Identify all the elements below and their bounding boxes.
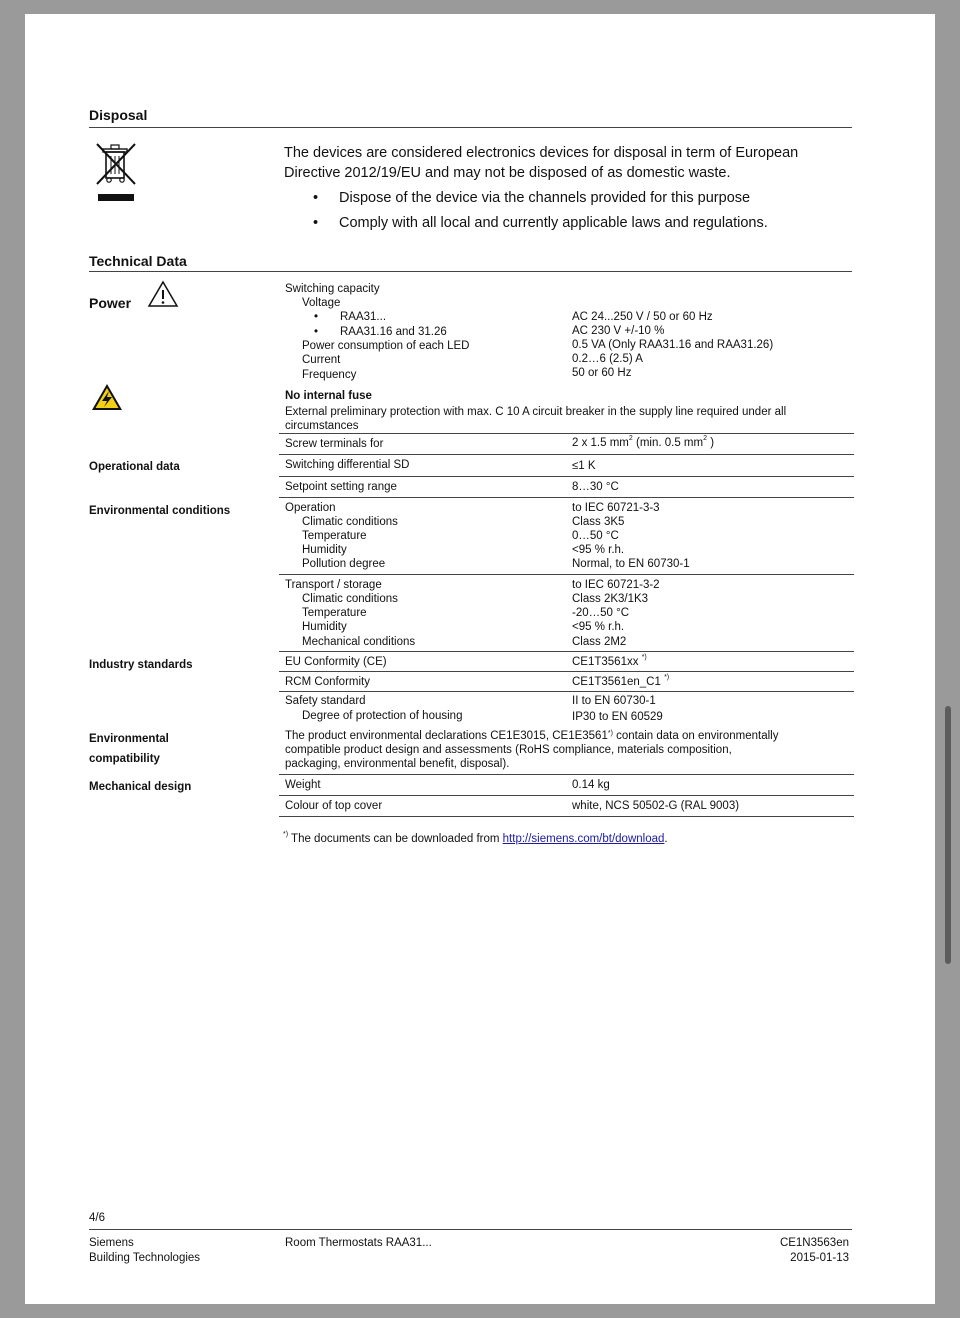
t-humidity-label: Humidity	[302, 621, 347, 633]
fuse-title: No internal fuse	[285, 390, 372, 402]
frequency-value: 50 or 60 Hz	[572, 367, 632, 379]
envcompat-text: The product environmental declarations CE1E3015, CE1E3561*) contain data on environmentally compatible product design and assessments (RoHS compliance, materials composition, packaging, environmental benefit, disposal).	[285, 730, 779, 770]
protection-value: IP30 to EN 60529	[572, 711, 663, 723]
climatic-value: Class 3K5	[572, 516, 625, 528]
sd-value: ≤1 K	[572, 460, 596, 472]
fuse-text: External preliminary protection with max. C 10 A circuit breaker in the supply line required under all circumstances	[285, 406, 787, 432]
protection-label: Degree of protection of housing	[302, 710, 463, 722]
document-page	[25, 14, 935, 1304]
pollution-value: Normal, to EN 60730-1	[572, 558, 690, 570]
rule-eu	[279, 671, 854, 672]
envcompat-label-2: compatibility	[89, 753, 160, 765]
t-temperature-value: -20…50 °C	[572, 607, 630, 619]
pollution-label: Pollution degree	[302, 558, 386, 570]
rcm-label: RCM Conformity	[285, 676, 370, 688]
disposal-bullet-1: • Dispose of the device via the channels provided for this purpose	[339, 188, 750, 208]
weight-value: 0.14 kg	[572, 779, 610, 791]
footer-company: Siemens	[89, 1237, 134, 1249]
operation-label: Operation	[285, 502, 336, 514]
weight-label: Weight	[285, 779, 321, 791]
download-link[interactable]: http://siemens.com/bt/download	[502, 833, 665, 845]
disposal-title: Disposal	[89, 107, 148, 123]
frequency-label: Frequency	[302, 369, 357, 381]
disposal-rule	[89, 127, 852, 128]
colour-value: white, NCS 50502-G (RAL 9003)	[572, 800, 740, 812]
led-label: Power consumption of each LED	[302, 340, 470, 352]
footer-doc-number: CE1N3563en	[779, 1237, 849, 1249]
t-climatic-value: Class 2K3/1K3	[572, 593, 649, 605]
current-label: Current	[302, 354, 341, 366]
technical-rule	[89, 271, 852, 272]
eu-label: EU Conformity (CE)	[285, 656, 387, 668]
setpoint-value: 8…30 °C	[572, 481, 619, 493]
led-value: 0.5 VA (Only RAA31.16 and RAA31.26)	[572, 339, 774, 351]
rule-fuse	[279, 433, 854, 434]
rule-sd	[279, 476, 854, 477]
footnote: *) The documents can be downloaded from http://siemens.com/bt/download.	[283, 831, 668, 845]
footer-rule	[89, 1229, 852, 1230]
rule-envcompat	[279, 774, 854, 775]
mechanical-label: Mechanical conditions	[302, 636, 416, 648]
mechanical-value: Class 2M2	[572, 636, 627, 648]
page-number: 4/6	[89, 1212, 105, 1224]
temperature-value: 0…50 °C	[572, 530, 619, 542]
operational-label: Operational data	[89, 461, 180, 473]
rule-colour	[279, 816, 854, 817]
disposal-bullet-2: • Comply with all local and currently applicable laws and regulations.	[339, 213, 768, 233]
rule-transport	[279, 651, 854, 652]
envcompat-label-1: Environmental	[89, 733, 169, 745]
rule-screw	[279, 454, 854, 455]
disposal-text: The devices are considered electronics devices for disposal in term of European Directive 2012/19/EU and may not be disposed of as domestic waste.	[284, 145, 799, 181]
voltage-label: Voltage	[302, 297, 341, 309]
eu-value: CE1T3561xx *)	[572, 654, 647, 668]
technical-title: Technical Data	[89, 253, 187, 269]
transport-label: Transport / storage	[285, 579, 382, 591]
raa31-value: AC 24...250 V / 50 or 60 Hz	[572, 311, 713, 323]
t-temperature-label: Temperature	[302, 607, 367, 619]
climatic-label: Climatic conditions	[302, 516, 398, 528]
colour-label: Colour of top cover	[285, 800, 383, 812]
safety-label: Safety standard	[285, 695, 366, 707]
footer-date: 2015-01-13	[790, 1252, 849, 1264]
scrollbar-thumb[interactable]	[945, 706, 951, 964]
t-humidity-value: <95 % r.h.	[572, 621, 625, 633]
raa3116-label: • RAA31.16 and 31.26	[340, 326, 447, 338]
t-climatic-label: Climatic conditions	[302, 593, 398, 605]
transport-value: to IEC 60721-3-2	[572, 579, 660, 591]
rule-rcm	[279, 691, 854, 692]
raa3116-value: AC 230 V +/-10 %	[572, 325, 665, 337]
rule-weight	[279, 795, 854, 796]
footer-division: Building Technologies	[89, 1252, 201, 1264]
rule-setpoint	[279, 497, 854, 498]
screw-label: Screw terminals for	[285, 438, 384, 450]
electrical-hazard-icon	[91, 383, 123, 411]
env-label: Environmental conditions	[89, 505, 231, 517]
industry-label: Industry standards	[89, 659, 193, 671]
mech-label: Mechanical design	[89, 781, 192, 793]
sd-label: Switching differential SD	[285, 459, 410, 471]
setpoint-label: Setpoint setting range	[285, 481, 397, 493]
humidity-label: Humidity	[302, 544, 347, 556]
operation-value: to IEC 60721-3-3	[572, 502, 660, 514]
weee-bin-icon	[93, 142, 139, 204]
humidity-value: <95 % r.h.	[572, 544, 625, 556]
power-label: Power	[89, 295, 132, 311]
safety-value: II to EN 60730-1	[572, 695, 656, 707]
current-value: 0.2…6 (2.5) A	[572, 353, 643, 365]
switching-capacity-label: Switching capacity	[285, 283, 380, 295]
rcm-value: CE1T3561en_C1 *)	[572, 674, 670, 688]
rule-operation	[279, 574, 854, 575]
temperature-label: Temperature	[302, 530, 367, 542]
footer-product: Room Thermostats RAA31...	[285, 1237, 432, 1249]
raa31-label: • RAA31...	[340, 311, 386, 323]
warning-triangle-icon	[147, 280, 179, 308]
screw-value: 2 x 1.5 $mm^2$ (min. 0.5 $mm^2$ )	[572, 435, 715, 449]
